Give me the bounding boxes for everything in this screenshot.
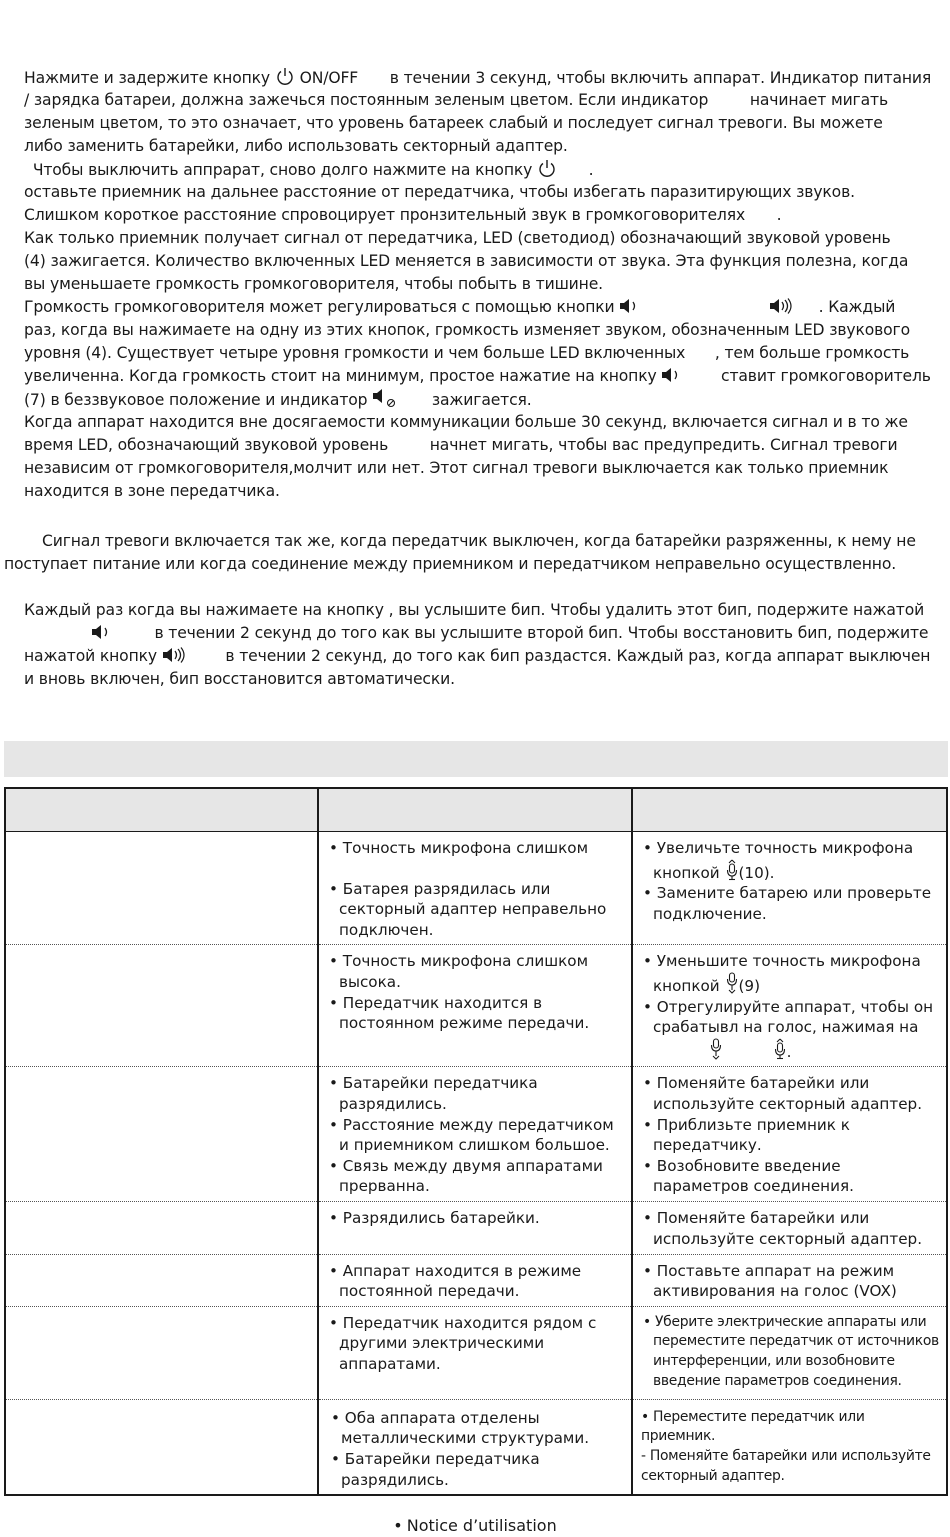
cause-cell: • Оба аппарата отделены металлическими структурами. • Батарейки передатчика разрядились.: [318, 1399, 632, 1495]
mic-up-icon: [773, 1038, 787, 1060]
text-line: Когда аппарат находится вне досягаемости коммуникации больше 30 секунд, включается сигнал и в то же: [24, 413, 908, 431]
text-line: (7) в беззвуковое положение и индикатор зажигается.: [24, 388, 948, 411]
header-cause: [318, 788, 632, 832]
solution-cell: • Поменяйте батарейки или используйте секторный адаптер.: [632, 1202, 947, 1254]
cause-cell: • Аппарат находится в режиме постоянной передачи.: [318, 1254, 632, 1306]
text-line: оставьте приемник на дальнее расстояние от передатчика, чтобы избегать паразитирующих звуков.: [24, 183, 855, 201]
intro-paragraph: [24, 66, 948, 503]
solution-cell: • Поменяйте батарейки или используйте секторный адаптер. • Приблизьте приемник к передатчику. • Возобновите введение параметров соединения.: [632, 1067, 947, 1202]
volume-down-icon: [619, 297, 641, 315]
text-line: независим от громкоговорителя,молчит или нет. Этот сигнал тревоги выключается как только приемник: [24, 459, 889, 477]
volume-down-icon: [91, 623, 113, 641]
text-line: увеличенна. Когда громкость стоит на минимум, простое нажатие на кнопку ставит громкоговоритель: [24, 367, 931, 385]
table-row: [5, 945, 947, 1067]
volume-down-icon: [661, 366, 683, 384]
volume-up-icon: [769, 297, 793, 315]
solution-cell: • Уберите электрические аппараты или переместите передатчик от источников интерференции, или возобновите введение параметров соединения.: [632, 1306, 947, 1399]
header-problem: [5, 788, 318, 832]
troubleshooting-table: [4, 787, 948, 1496]
cause-cell: • Точность микрофона слишком • Батарея разрядилась или секторный адаптер неправельно подключен.: [318, 832, 632, 945]
solution-cell: • Поставьте аппарат на режим активирования на голос (VOX): [632, 1254, 947, 1306]
cause-cell: • Точность микрофона слишком высока. • Передатчик находится в постоянном режиме передачи.: [318, 945, 632, 1067]
text-line: Громкость громкоговорителя может регулироваться с помощью кнопки . Каждый: [24, 298, 896, 316]
text-line: Чтобы выключить аппрарат, сново долго нажмите на кнопку .: [24, 158, 948, 181]
problem-cell: [5, 1202, 318, 1254]
text-line: вы уменьшаете громкость громкоговорителя, чтобы побыть в тишине.: [24, 275, 603, 293]
power-icon: [275, 66, 295, 86]
text-line: / зарядка батареи, должна зажечься постоянным зеленым цветом. Если индикатор начинает мигать: [24, 91, 888, 109]
solution-cell: • Увеличьте точность микрофона кнопкой (10). • Замените батарею или проверьте подключение.: [632, 832, 947, 945]
table-row: [5, 1399, 947, 1495]
mic-down-icon: [725, 972, 739, 994]
header-solution: [632, 788, 947, 832]
mute-icon: [372, 388, 396, 408]
text-line: (4) зажигается. Количество включенных LED меняется в зависимости от звука. Эта функция полезна, когда: [24, 252, 909, 270]
text-line: Каждый раз когда вы нажимаете на кнопку , вы услышите бип. Чтобы удалить этот бип, подержите нажатой: [24, 601, 925, 619]
solution-cell: • Уменьшите точность микрофона кнопкой (9) • Отрегулируйте аппарат, чтобы он срабатывл на голос, нажимая на .: [632, 945, 947, 1067]
text-line: Слишком короткое расстояние спровоцирует пронзительный звук в громкоговорителях .: [24, 206, 782, 224]
text-line: в течении 2 секунд до того как вы услышите второй бип. Чтобы восстановить бип, подержите: [24, 622, 948, 645]
problem-cell: [5, 1306, 318, 1399]
alarm-paragraph: [4, 530, 948, 576]
cause-cell: • Передатчик находится рядом с другими электрическими аппаратами.: [318, 1306, 632, 1399]
mic-down-icon: [709, 1038, 723, 1060]
text-line: нажатой кнопку в течении 2 секунд, до того как бип раздастся. Каждый раз, когда аппарат выключен: [24, 647, 931, 665]
section-header-band: [4, 741, 948, 777]
table-row: [5, 832, 947, 945]
text-line: Сигнал тревоги включается так же, когда передатчик выключен, когда батарейки разряженны, к нему не: [42, 532, 916, 550]
cause-cell: • Разрядились батарейки.: [318, 1202, 632, 1254]
mic-up-icon: [725, 859, 739, 881]
problem-cell: [5, 832, 318, 945]
text-line: раз, когда вы нажимаете на одну из этих кнопок, громкость изменяет звуком, обозначенным LED звукового: [24, 321, 910, 339]
table-row: [5, 1202, 947, 1254]
page-footer: • Notice d’utilisation: [393, 1516, 557, 1535]
solution-cell: • Переместите передатчик или приемник. - Поменяйте батарейки или используйте секторный адаптер.: [632, 1399, 947, 1495]
text-line: уровня (4). Существует четыре уровня громкости и чем больше LED включенных , тем больше громкость: [24, 344, 910, 362]
problem-cell: [5, 1067, 318, 1202]
table-row: [5, 1067, 947, 1202]
problem-cell: [5, 945, 318, 1067]
problem-cell: [5, 1399, 318, 1495]
text-line: зеленым цветом, то это означает, что уровень батареек слабый и последует сигнал тревоги. Вы можете: [24, 114, 883, 132]
power-icon: [537, 158, 557, 178]
table-row: [5, 1254, 947, 1306]
text-line: Как только приемник получает сигнал от передатчика, LED (светодиод) обозначающий звуковой уровень: [24, 229, 891, 247]
beep-paragraph: [24, 599, 948, 691]
text-line: поступает питание или когда соединение между приемником и передатчиком неправельно осуществленно.: [4, 555, 897, 573]
table-header-row: [5, 788, 947, 832]
text-line: либо заменить батарейки, либо использовать секторный адаптер.: [24, 137, 568, 155]
text-line: и вновь включен, бип восстановится автоматически.: [24, 670, 455, 688]
text-line: время LED, обозначающий звуковой уровень начнет мигать, чтобы вас предупредить. Сигнал тревоги: [24, 436, 898, 454]
table-row: [5, 1306, 947, 1399]
cause-cell: • Батарейки передатчика разрядились. • Расстояние между передатчиком и приемником слишком большое. • Связь между двумя аппаратами прерванна.: [318, 1067, 632, 1202]
text-line: находится в зоне передатчика.: [24, 482, 280, 500]
volume-up-icon: [162, 646, 186, 664]
text-line: Нажмите и задержите кнопку ON/OFF в течении 3 секунд, чтобы включить аппарат. Индикатор питания: [24, 66, 948, 89]
problem-cell: [5, 1254, 318, 1306]
